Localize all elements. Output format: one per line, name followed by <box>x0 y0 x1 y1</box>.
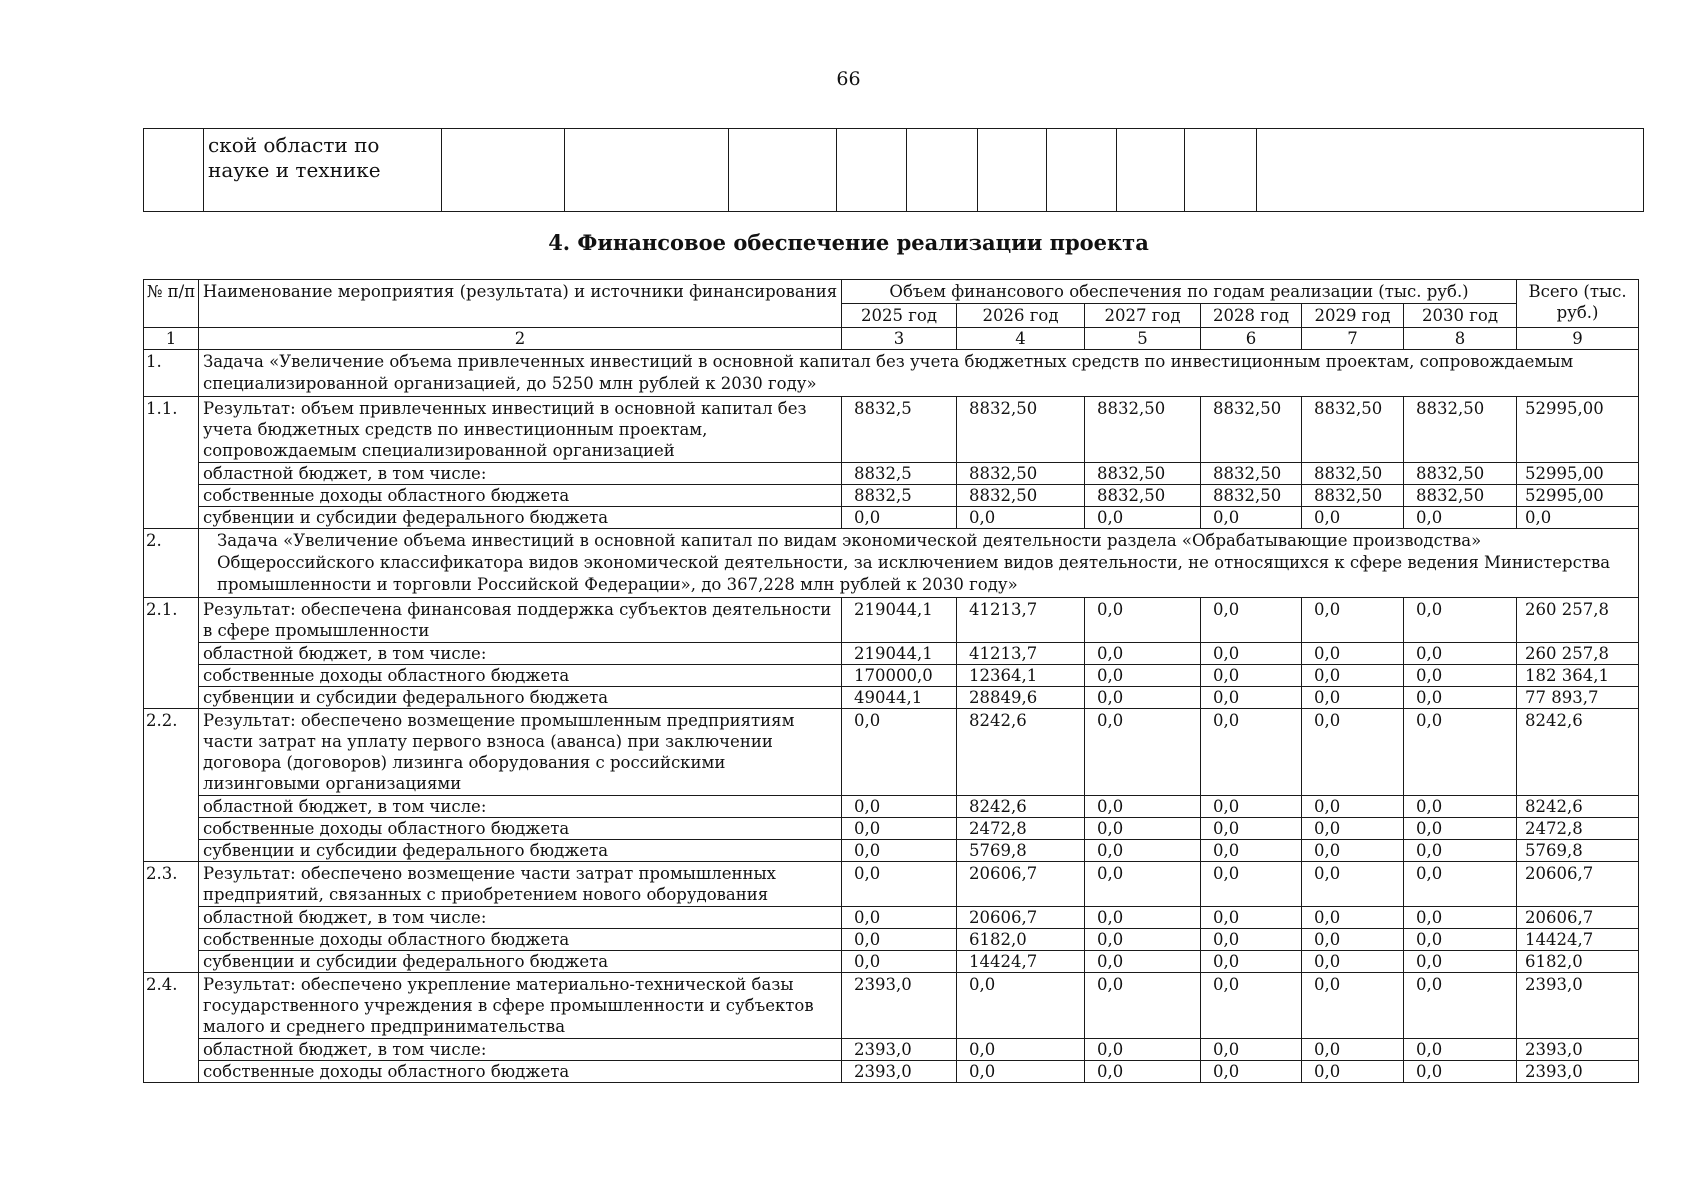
total-value-cell: 260 257,8 <box>1517 643 1639 665</box>
total-value-cell: 5769,8 <box>1517 840 1639 862</box>
column-number: 7 <box>1302 328 1404 350</box>
year-value-cell: 0,0 <box>1201 598 1302 643</box>
total-value-cell: 52995,00 <box>1517 397 1639 463</box>
year-value-cell: 0,0 <box>1404 951 1517 973</box>
source-row <box>144 665 1639 687</box>
year-value-cell: 0,0 <box>842 709 957 796</box>
column-number: 8 <box>1404 328 1517 350</box>
year-value-cell: 0,0 <box>842 907 957 929</box>
year-value-cell: 0,0 <box>1302 818 1404 840</box>
year-value-cell: 8832,50 <box>1404 463 1517 485</box>
year-value-cell: 0,0 <box>1404 709 1517 796</box>
total-value-cell: 20606,7 <box>1517 862 1639 907</box>
result-row <box>144 973 1639 1039</box>
year-value-cell: 8832,5 <box>842 485 957 507</box>
year-value-cell: 2393,0 <box>842 973 957 1039</box>
year-value-cell: 0,0 <box>1085 598 1201 643</box>
column-number: 6 <box>1201 328 1302 350</box>
header-year: 2026 год <box>957 304 1085 328</box>
total-value-cell: 0,0 <box>1517 507 1639 529</box>
source-row <box>144 951 1639 973</box>
funding-source-name: субвенции и субсидии федерального бюджета <box>199 687 842 709</box>
funding-source-name: субвенции и субсидии федерального бюджета <box>199 840 842 862</box>
year-value-cell: 0,0 <box>1201 1061 1302 1083</box>
year-value-cell: 0,0 <box>1201 709 1302 796</box>
year-value-cell: 0,0 <box>1302 840 1404 862</box>
year-value-cell: 20606,7 <box>957 907 1085 929</box>
year-value-cell: 0,0 <box>1085 907 1201 929</box>
task-number: 1. <box>144 350 199 397</box>
funding-source-name: субвенции и субсидии федерального бюджета <box>199 507 842 529</box>
column-number: 3 <box>842 328 957 350</box>
source-row <box>144 1039 1639 1061</box>
funding-source-name: областной бюджет, в том числе: <box>199 463 842 485</box>
year-value-cell: 0,0 <box>1302 687 1404 709</box>
year-value-cell: 8832,50 <box>1085 397 1201 463</box>
year-value-cell: 8832,50 <box>1302 397 1404 463</box>
year-value-cell: 0,0 <box>1302 929 1404 951</box>
result-number: 2.4. <box>144 973 199 1083</box>
year-value-cell: 0,0 <box>1201 951 1302 973</box>
year-value-cell: 0,0 <box>1302 709 1404 796</box>
year-value-cell: 0,0 <box>1085 709 1201 796</box>
year-value-cell: 0,0 <box>1201 862 1302 907</box>
year-value-cell: 0,0 <box>1404 1061 1517 1083</box>
year-value-cell: 0,0 <box>1201 818 1302 840</box>
column-number: 2 <box>199 328 842 350</box>
year-value-cell: 2393,0 <box>842 1039 957 1061</box>
year-value-cell: 0,0 <box>1201 907 1302 929</box>
year-value-cell: 0,0 <box>957 507 1085 529</box>
year-value-cell: 8832,50 <box>1201 485 1302 507</box>
year-value-cell: 0,0 <box>1085 687 1201 709</box>
result-name: Результат: обеспечено укрепление материально-технической базы государственного учреждения в сфере промышленности и субъектов малого и среднего предпринимательства <box>199 973 842 1039</box>
year-value-cell: 8832,50 <box>1302 485 1404 507</box>
year-value-cell: 0,0 <box>842 862 957 907</box>
header-year: 2025 год <box>842 304 957 328</box>
year-value-cell: 0,0 <box>842 951 957 973</box>
year-value-cell: 20606,7 <box>957 862 1085 907</box>
total-value-cell: 2393,0 <box>1517 973 1639 1039</box>
year-value-cell: 0,0 <box>1201 665 1302 687</box>
header-year: 2027 год <box>1085 304 1201 328</box>
page-number: 66 <box>836 68 861 90</box>
total-value-cell: 8242,6 <box>1517 796 1639 818</box>
result-name: Результат: объем привлеченных инвестиций в основной капитал без учета бюджетных средств по инвестиционным проектам, сопровождаемым специализированной организацией <box>199 397 842 463</box>
year-value-cell: 0,0 <box>842 796 957 818</box>
total-value-cell: 260 257,8 <box>1517 598 1639 643</box>
year-value-cell: 0,0 <box>1201 929 1302 951</box>
year-value-cell: 0,0 <box>1085 840 1201 862</box>
total-value-cell: 8242,6 <box>1517 709 1639 796</box>
result-name: Результат: обеспечена финансовая поддержка субъектов деятельности в сфере промышленности <box>199 598 842 643</box>
year-value-cell: 5769,8 <box>957 840 1085 862</box>
result-number: 1.1. <box>144 397 199 529</box>
year-value-cell: 0,0 <box>1302 598 1404 643</box>
year-value-cell: 8832,5 <box>842 397 957 463</box>
source-row <box>144 687 1639 709</box>
source-row <box>144 796 1639 818</box>
source-row <box>144 929 1639 951</box>
task-row <box>144 529 1639 598</box>
task-number: 2. <box>144 529 199 598</box>
year-value-cell: 0,0 <box>1404 929 1517 951</box>
year-value-cell: 0,0 <box>1085 818 1201 840</box>
year-value-cell: 0,0 <box>957 1039 1085 1061</box>
task-row <box>144 350 1639 397</box>
year-value-cell: 0,0 <box>842 929 957 951</box>
year-value-cell: 12364,1 <box>957 665 1085 687</box>
source-row <box>144 507 1639 529</box>
year-value-cell: 8832,50 <box>1404 485 1517 507</box>
year-value-cell: 0,0 <box>1201 973 1302 1039</box>
column-number: 1 <box>144 328 199 350</box>
header-volume: Объем финансового обеспечения по годам реализации (тыс. руб.) <box>842 280 1517 304</box>
funding-source-name: областной бюджет, в том числе: <box>199 643 842 665</box>
year-value-cell: 0,0 <box>1085 1039 1201 1061</box>
year-value-cell: 0,0 <box>1085 643 1201 665</box>
year-value-cell: 0,0 <box>1302 643 1404 665</box>
total-value-cell: 14424,7 <box>1517 929 1639 951</box>
year-value-cell: 2472,8 <box>957 818 1085 840</box>
source-row <box>144 463 1639 485</box>
year-value-cell: 0,0 <box>1302 907 1404 929</box>
year-value-cell: 0,0 <box>1404 643 1517 665</box>
year-value-cell: 49044,1 <box>842 687 957 709</box>
total-value-cell: 52995,00 <box>1517 485 1639 507</box>
year-value-cell: 0,0 <box>1085 507 1201 529</box>
source-row <box>144 485 1639 507</box>
source-row <box>144 1061 1639 1083</box>
header-year: 2030 год <box>1404 304 1517 328</box>
year-value-cell: 0,0 <box>1404 687 1517 709</box>
year-value-cell: 8832,50 <box>957 397 1085 463</box>
header-name: Наименование мероприятия (результата) и источники финансирования <box>199 280 842 328</box>
section-title: 4. Финансовое обеспечение реализации проекта <box>548 230 1149 255</box>
fragment-cell-num <box>144 129 204 212</box>
year-value-cell: 0,0 <box>1201 1039 1302 1061</box>
result-row <box>144 709 1639 796</box>
source-row <box>144 818 1639 840</box>
source-row <box>144 907 1639 929</box>
year-value-cell: 0,0 <box>1404 840 1517 862</box>
year-value-cell: 14424,7 <box>957 951 1085 973</box>
year-value-cell: 0,0 <box>1085 665 1201 687</box>
result-row <box>144 598 1639 643</box>
funding-source-name: областной бюджет, в том числе: <box>199 907 842 929</box>
year-value-cell: 0,0 <box>1404 907 1517 929</box>
year-value-cell: 0,0 <box>1302 665 1404 687</box>
total-value-cell: 2472,8 <box>1517 818 1639 840</box>
total-value-cell: 52995,00 <box>1517 463 1639 485</box>
total-value-cell: 6182,0 <box>1517 951 1639 973</box>
year-value-cell: 0,0 <box>1085 951 1201 973</box>
year-value-cell: 8832,50 <box>1404 397 1517 463</box>
funding-source-name: собственные доходы областного бюджета <box>199 929 842 951</box>
year-value-cell: 0,0 <box>1302 796 1404 818</box>
year-value-cell: 0,0 <box>1302 951 1404 973</box>
year-value-cell: 0,0 <box>1302 1061 1404 1083</box>
year-value-cell: 0,0 <box>1201 507 1302 529</box>
total-value-cell: 2393,0 <box>1517 1061 1639 1083</box>
year-value-cell: 8832,50 <box>1085 485 1201 507</box>
result-number: 2.3. <box>144 862 199 973</box>
result-name: Результат: обеспечено возмещение промышленным предприятиям части затрат на уплату первого взноса (аванса) при заключении договора (договоров) лизинга оборудования с российскими лизинговыми организациями <box>199 709 842 796</box>
funding-source-name: собственные доходы областного бюджета <box>199 665 842 687</box>
year-value-cell: 0,0 <box>1404 507 1517 529</box>
year-value-cell: 0,0 <box>842 840 957 862</box>
year-value-cell: 0,0 <box>1404 796 1517 818</box>
year-value-cell: 8832,50 <box>1201 463 1302 485</box>
result-name: Результат: обеспечено возмещение части затрат промышленных предприятий, связанных с приобретением нового оборудования <box>199 862 842 907</box>
year-value-cell: 41213,7 <box>957 598 1085 643</box>
column-number: 9 <box>1517 328 1639 350</box>
year-value-cell: 8832,50 <box>957 463 1085 485</box>
funding-source-name: собственные доходы областного бюджета <box>199 485 842 507</box>
financing-table-body <box>144 350 1639 1083</box>
result-row <box>144 397 1639 463</box>
previous-table-fragment <box>143 128 1644 212</box>
year-value-cell: 0,0 <box>1085 1061 1201 1083</box>
column-number: 5 <box>1085 328 1201 350</box>
year-value-cell: 0,0 <box>957 1061 1085 1083</box>
total-value-cell: 77 893,7 <box>1517 687 1639 709</box>
header-year: 2029 год <box>1302 304 1404 328</box>
total-value-cell: 20606,7 <box>1517 907 1639 929</box>
year-value-cell: 41213,7 <box>957 643 1085 665</box>
total-value-cell: 182 364,1 <box>1517 665 1639 687</box>
year-value-cell: 0,0 <box>1302 507 1404 529</box>
year-value-cell: 0,0 <box>1302 862 1404 907</box>
year-value-cell: 0,0 <box>1404 598 1517 643</box>
funding-source-name: собственные доходы областного бюджета <box>199 818 842 840</box>
task-text: Задача «Увеличение объема инвестиций в основной капитал по видам экономической деятельности раздела «Обрабатывающие производства» Общероссийского классификатора видов экономической деятельности, за исключением видов деятельности, не относящихся к сфере ведения Министерства промышленности и торговли Российской Федерации», до 367,228 млн рублей к 2030 году» <box>199 529 1639 598</box>
year-value-cell: 0,0 <box>1085 973 1201 1039</box>
result-row <box>144 862 1639 907</box>
year-value-cell: 0,0 <box>1201 687 1302 709</box>
year-value-cell: 2393,0 <box>842 1061 957 1083</box>
year-value-cell: 8242,6 <box>957 709 1085 796</box>
year-value-cell: 6182,0 <box>957 929 1085 951</box>
year-value-cell: 0,0 <box>1201 643 1302 665</box>
year-value-cell: 0,0 <box>1302 1039 1404 1061</box>
source-row <box>144 643 1639 665</box>
year-value-cell: 0,0 <box>1404 818 1517 840</box>
total-value-cell: 2393,0 <box>1517 1039 1639 1061</box>
year-value-cell: 0,0 <box>1404 862 1517 907</box>
year-value-cell: 28849,6 <box>957 687 1085 709</box>
funding-source-name: субвенции и субсидии федерального бюджета <box>199 951 842 973</box>
year-value-cell: 0,0 <box>1404 665 1517 687</box>
year-value-cell: 219044,1 <box>842 598 957 643</box>
year-value-cell: 0,0 <box>1201 796 1302 818</box>
year-value-cell: 8832,5 <box>842 463 957 485</box>
year-value-cell: 8832,50 <box>1302 463 1404 485</box>
funding-source-name: собственные доходы областного бюджета <box>199 1061 842 1083</box>
year-value-cell: 0,0 <box>842 507 957 529</box>
year-value-cell: 8832,50 <box>957 485 1085 507</box>
source-row <box>144 840 1639 862</box>
column-number: 4 <box>957 328 1085 350</box>
year-value-cell: 0,0 <box>1085 862 1201 907</box>
header-year: 2028 год <box>1201 304 1302 328</box>
year-value-cell: 0,0 <box>1085 796 1201 818</box>
year-value-cell: 0,0 <box>1201 840 1302 862</box>
year-value-cell: 0,0 <box>842 818 957 840</box>
year-value-cell: 170000,0 <box>842 665 957 687</box>
financing-table <box>143 279 1639 1083</box>
header-total: Всего (тыс. руб.) <box>1517 280 1639 328</box>
fragment-cell-name: ской области по науке и технике <box>204 129 442 212</box>
funding-source-name: областной бюджет, в том числе: <box>199 796 842 818</box>
header-num: № п/п <box>144 280 199 328</box>
year-value-cell: 219044,1 <box>842 643 957 665</box>
funding-source-name: областной бюджет, в том числе: <box>199 1039 842 1061</box>
result-number: 2.2. <box>144 709 199 862</box>
task-text: Задача «Увеличение объема привлеченных инвестиций в основной капитал без учета бюджетных средств по инвестиционным проектам, сопровождаемым специализированной организацией, до 5250 млн рублей к 2030 году» <box>199 350 1639 397</box>
year-value-cell: 0,0 <box>1085 929 1201 951</box>
year-value-cell: 8832,50 <box>1201 397 1302 463</box>
year-value-cell: 0,0 <box>957 973 1085 1039</box>
year-value-cell: 8832,50 <box>1085 463 1201 485</box>
year-value-cell: 0,0 <box>1404 1039 1517 1061</box>
year-value-cell: 0,0 <box>1302 973 1404 1039</box>
year-value-cell: 8242,6 <box>957 796 1085 818</box>
year-value-cell: 0,0 <box>1404 973 1517 1039</box>
result-number: 2.1. <box>144 598 199 709</box>
